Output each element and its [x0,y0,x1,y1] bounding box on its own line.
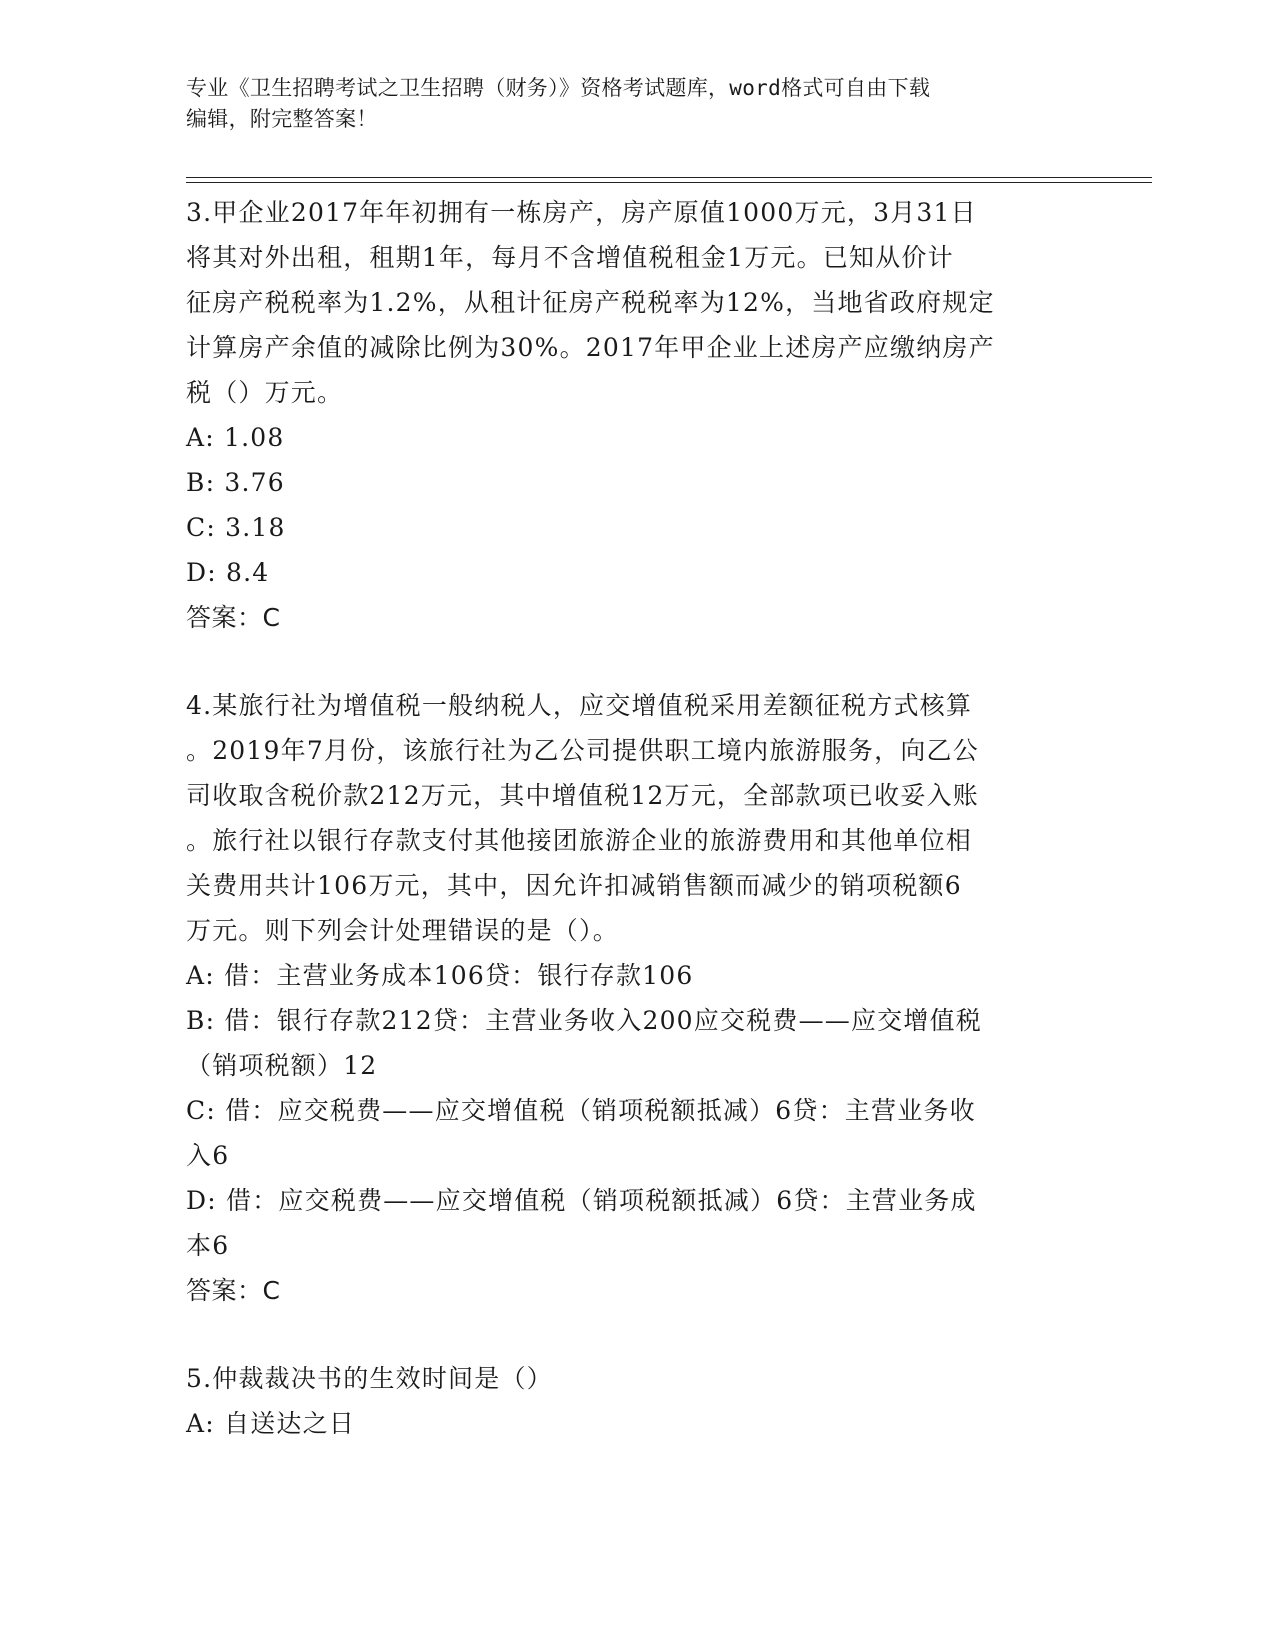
answer-label: 答案：C [186,603,281,632]
header-line-2: 编辑，附完整答案！ [186,107,378,131]
question-stem-line: 4.某旅行社为增值税一般纳税人，应交增值税采用差额征税方式核算 [186,691,973,720]
question-stem-line: 。2019年7月份，该旅行社为乙公司提供职工境内旅游服务，向乙公 [186,736,979,765]
question-4 [186,683,1086,1313]
option-d: D: 借：应交税费——应交增值税（销项税额抵减）6贷：主营业务成 [186,1186,977,1215]
option-a: A: 自送达之日 [186,1409,356,1438]
question-stem-line: 税（）万元。 [186,378,344,407]
question-stem-line: 计算房产余值的减除比例为30%。2017年甲企业上述房产应缴纳房产 [186,333,995,362]
question-stem-line: 将其对外出租，租期1年，每月不含增值税租金1万元。已知从价计 [186,243,954,272]
question-stem-line: 司收取含税价款212万元，其中增值税12万元，全部款项已收妥入账 [186,781,979,810]
header-rule-bottom [186,182,1152,183]
option-b: B: 借：银行存款212贷：主营业务收入200应交税费——应交增值税 [186,1006,982,1035]
header-line-1: 专业《卫生招聘考试之卫生招聘（财务）》资格考试题库，word格式可自由下载 [186,76,931,100]
question-spacer [186,640,1086,683]
question-stem-line: 万元。则下列会计处理错误的是（）。 [186,916,619,945]
header-rule-top [186,177,1152,178]
question-stem-line: 关费用共计106万元，其中，因允许扣减销售额而减少的销项税额6 [186,871,962,900]
answer-label: 答案：C [186,1276,281,1305]
option-a: A: 1.08 [186,423,285,452]
question-stem-line: 征房产税税率为1.2%，从租计征房产税税率为12%，当地省政府规定 [186,288,995,317]
option-d: D: 8.4 [186,558,270,587]
question-stem-line: 。旅行社以银行存款支付其他接团旅游企业的旅游费用和其他单位相 [186,826,973,855]
document-header [186,73,1066,135]
option-a: A: 借：主营业务成本106贷：银行存款106 [186,961,694,990]
option-c: C: 借：应交税费——应交增值税（销项税额抵减）6贷：主营业务收 [186,1096,976,1125]
question-3 [186,190,1086,640]
question-stem-line: 5.仲裁裁决书的生效时间是（） [186,1364,553,1393]
option-d-continued: 本6 [186,1231,230,1260]
question-list [186,190,1086,1446]
option-c: C: 3.18 [186,513,286,542]
question-spacer [186,1313,1086,1356]
option-b: B: 3.76 [186,468,285,497]
question-stem-line: 3.甲企业2017年年初拥有一栋房产，房产原值1000万元，3月31日 [186,198,977,227]
option-c-continued: 入6 [186,1141,230,1170]
option-b-continued: （销项税额）12 [186,1051,378,1080]
question-5 [186,1356,1086,1446]
